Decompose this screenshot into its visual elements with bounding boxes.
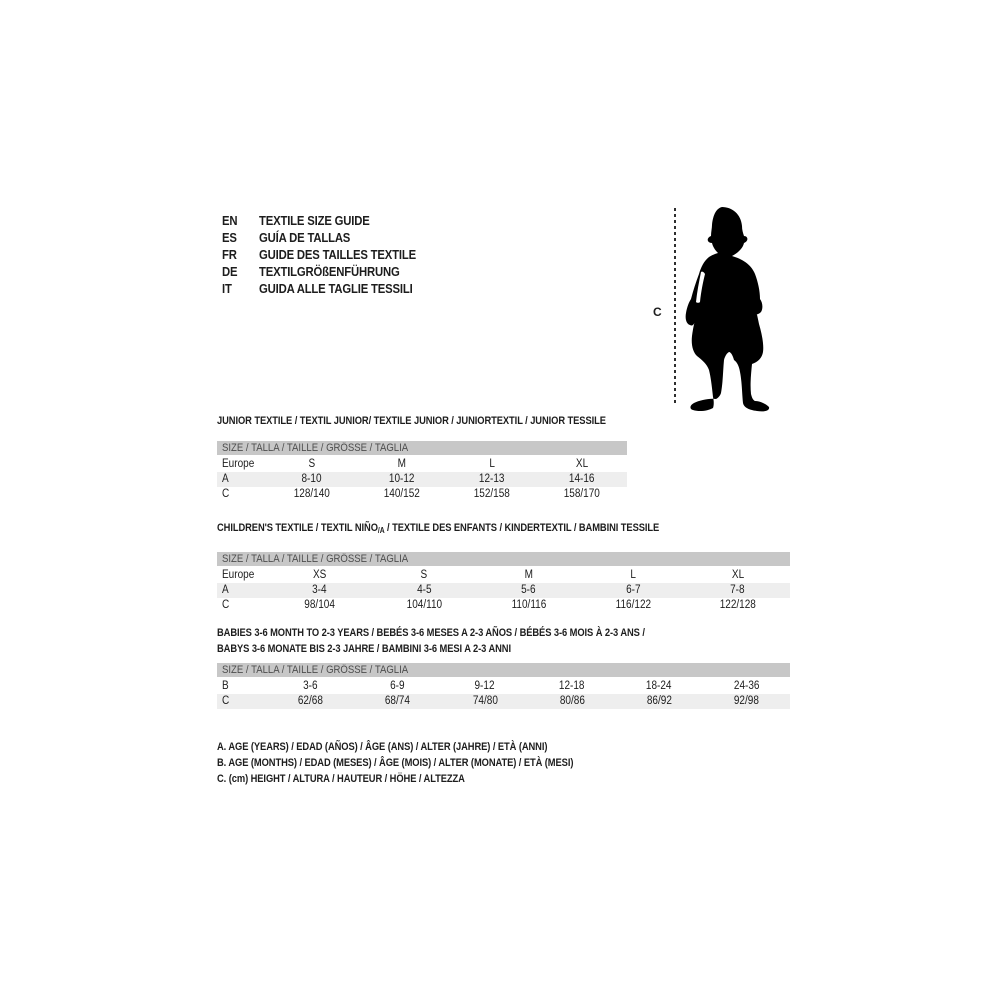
legend-line: C. (cm) HEIGHT / ALTURA / HAUTEUR / HÖHE / ALTEZZA <box>217 773 465 785</box>
language-row <box>222 212 439 229</box>
language-code <box>222 246 259 263</box>
table-title-text: / TEXTILE DES ENFANTS / KINDERTEXTIL / BAMBINI TESSILE <box>384 522 660 534</box>
table-title-line <box>217 625 704 641</box>
size-value-cell <box>616 679 703 694</box>
size-value-cell <box>267 598 372 613</box>
size-value: 140/152 <box>383 488 421 500</box>
row-label-cell <box>217 472 267 487</box>
size-value: 86/92 <box>646 695 672 707</box>
size-header-bar <box>217 552 790 566</box>
size-value-cell <box>267 568 372 583</box>
language-label: GUÍA DE TALLAS <box>259 230 351 245</box>
height-dashed-line <box>674 208 676 406</box>
size-value-cell <box>372 568 477 583</box>
language-label: TEXTILGRÖßENFÜHRUNG <box>259 264 400 279</box>
size-value-cell <box>685 583 790 598</box>
table-row <box>217 457 627 472</box>
size-value: XS <box>312 569 326 581</box>
table-row <box>217 598 790 613</box>
size-value: 12-18 <box>559 680 585 692</box>
row-label: C <box>222 695 230 707</box>
size-value-cell <box>354 694 441 709</box>
size-value-cell <box>685 568 790 583</box>
legend-line: A. AGE (YEARS) / EDAD (AÑOS) / ÂGE (ANS) / ALTER (JAHRE) / ETÀ (ANNI) <box>217 741 548 753</box>
language-row <box>222 229 439 246</box>
size-value: 24-36 <box>733 680 760 692</box>
table-title <box>217 520 704 539</box>
size-table <box>217 568 790 613</box>
size-value: S <box>420 569 428 581</box>
size-value: XL <box>731 569 744 581</box>
size-value: 3-6 <box>303 680 318 692</box>
row-label-cell <box>217 598 267 613</box>
size-value: S <box>308 458 316 470</box>
size-value-cell <box>537 487 627 502</box>
row-label: A <box>222 584 229 596</box>
language-label: GUIDA ALLE TAGLIE TESSILI <box>259 281 413 296</box>
size-value: 18-24 <box>646 680 672 692</box>
row-label: C <box>222 488 230 500</box>
language-code-text: ES <box>222 230 237 245</box>
size-value: L <box>489 458 495 470</box>
table-row <box>217 487 627 502</box>
language-code <box>222 263 259 280</box>
size-value-cell <box>581 598 686 613</box>
language-label: GUIDE DES TAILLES TEXTILE <box>259 247 416 262</box>
size-value: 4-5 <box>416 584 432 596</box>
height-measure-label: C <box>653 305 662 319</box>
size-value: 74/80 <box>472 695 498 707</box>
legend-line: B. AGE (MONTHS) / EDAD (MESES) / ÂGE (MOIS) / ALTER (MONATE) / ETÀ (MESI) <box>217 757 574 769</box>
size-value: 68/74 <box>385 695 411 707</box>
size-value: 8-10 <box>301 473 323 485</box>
size-value: M <box>524 569 533 581</box>
size-value: 92/98 <box>733 695 759 707</box>
size-value-cell <box>354 679 441 694</box>
table-row <box>217 472 627 487</box>
size-value-cell <box>528 679 615 694</box>
size-value: 9-12 <box>474 680 495 692</box>
language-row <box>222 280 439 297</box>
size-value: 80/86 <box>559 695 585 707</box>
size-value-cell <box>537 457 627 472</box>
table-title-line <box>217 413 606 429</box>
table-title-line <box>217 641 704 657</box>
size-value-cell <box>267 679 354 694</box>
size-value: 122/128 <box>719 599 756 611</box>
table-title-text: BABYS 3-6 MONATE BIS 2-3 JAHRE / BAMBINI 3-6 MESI A 2-3 ANNI <box>217 643 511 655</box>
toddler-silhouette-icon <box>683 202 775 413</box>
size-header-text: SIZE / TALLA / TAILLE / GRÖSSE / TAGLIA <box>222 442 409 454</box>
size-table-babies <box>217 625 790 709</box>
size-header-text: SIZE / TALLA / TAILLE / GRÖSSE / TAGLIA <box>222 664 409 676</box>
size-value-cell <box>357 472 447 487</box>
table-title-line <box>217 520 704 539</box>
size-table-children <box>217 520 790 613</box>
size-value-cell <box>357 487 447 502</box>
table-row <box>217 679 790 694</box>
size-value: 152/158 <box>473 488 511 500</box>
size-value-cell <box>581 583 686 598</box>
size-table <box>217 457 627 502</box>
row-label-cell <box>217 457 267 472</box>
table-title-subscript: /A <box>377 526 385 535</box>
size-value-cell <box>476 598 581 613</box>
language-code-text: IT <box>222 281 232 296</box>
row-label-cell <box>217 568 267 583</box>
size-value: 10-12 <box>389 473 415 485</box>
table-row <box>217 583 790 598</box>
table-title-text: BABIES 3-6 MONTH TO 2-3 YEARS / BEBÉS 3-6 MESES A 2-3 AÑOS / BÉBÉS 3-6 MOIS À 2-3 ANS / <box>217 627 645 639</box>
size-value-cell <box>685 598 790 613</box>
table-row <box>217 568 790 583</box>
size-value: XL <box>575 458 589 470</box>
size-value-cell <box>372 583 477 598</box>
size-value-cell <box>476 568 581 583</box>
size-value: 128/140 <box>293 488 331 500</box>
size-value: 12-13 <box>479 473 505 485</box>
size-value: 62/68 <box>298 695 324 707</box>
language-code-text: DE <box>222 264 238 279</box>
size-value: M <box>397 458 407 470</box>
language-code <box>222 212 259 229</box>
size-value: 110/116 <box>511 599 546 611</box>
size-value-cell <box>267 694 354 709</box>
size-value-cell <box>476 583 581 598</box>
size-value-cell <box>441 694 528 709</box>
size-value: 6-7 <box>625 584 641 596</box>
size-value: 104/110 <box>406 599 442 611</box>
size-value-cell <box>447 487 537 502</box>
row-label-cell <box>217 487 267 502</box>
language-list <box>222 212 439 297</box>
size-value: 6-9 <box>390 680 405 692</box>
size-value: 3-4 <box>312 584 327 596</box>
size-value-cell <box>267 472 357 487</box>
size-header-bar <box>217 441 627 455</box>
language-row <box>222 263 439 280</box>
child-figure <box>650 200 795 416</box>
size-table <box>217 679 790 709</box>
size-table-junior <box>217 413 627 502</box>
language-row <box>222 246 439 263</box>
row-label: B <box>222 680 229 692</box>
table-title <box>217 413 606 429</box>
row-label: A <box>222 473 229 485</box>
table-title-text: JUNIOR TEXTILE / TEXTIL JUNIOR/ TEXTILE JUNIOR / JUNIORTEXTIL / JUNIOR TESSILE <box>217 415 606 427</box>
table-row <box>217 694 790 709</box>
size-value-cell <box>528 694 615 709</box>
table-title-text: CHILDREN'S TEXTILE / TEXTIL NIÑO <box>217 522 378 534</box>
size-value: 158/170 <box>563 488 601 500</box>
language-label: TEXTILE SIZE GUIDE <box>259 213 370 228</box>
row-label: C <box>222 599 230 611</box>
language-code-text: EN <box>222 213 238 228</box>
size-value: 7-8 <box>730 584 745 596</box>
size-value-cell <box>447 457 537 472</box>
size-header-text: SIZE / TALLA / TAILLE / GRÖSSE / TAGLIA <box>222 553 409 565</box>
size-value: 116/122 <box>615 599 651 611</box>
size-value-cell <box>267 487 357 502</box>
size-value-cell <box>703 679 790 694</box>
row-label-cell <box>217 694 267 709</box>
size-value-cell <box>267 457 357 472</box>
size-value-cell <box>267 583 372 598</box>
size-value-cell <box>357 457 447 472</box>
legend <box>217 739 636 787</box>
size-value: 98/104 <box>303 599 335 611</box>
language-code <box>222 280 259 297</box>
size-value-cell <box>441 679 528 694</box>
size-value-cell <box>581 568 686 583</box>
row-label-cell <box>217 679 267 694</box>
size-value-cell <box>372 598 477 613</box>
row-label: Europe <box>222 569 255 581</box>
size-value: 14-16 <box>569 473 595 485</box>
language-code-text: FR <box>222 247 237 262</box>
size-value-cell <box>703 694 790 709</box>
table-title <box>217 625 704 657</box>
size-value-cell <box>616 694 703 709</box>
size-value: 5-6 <box>521 584 536 596</box>
size-value: L <box>630 569 636 581</box>
size-value-cell <box>447 472 537 487</box>
row-label: Europe <box>222 458 255 470</box>
size-value-cell <box>537 472 627 487</box>
row-label-cell <box>217 583 267 598</box>
language-code <box>222 229 259 246</box>
size-header-bar <box>217 663 790 677</box>
